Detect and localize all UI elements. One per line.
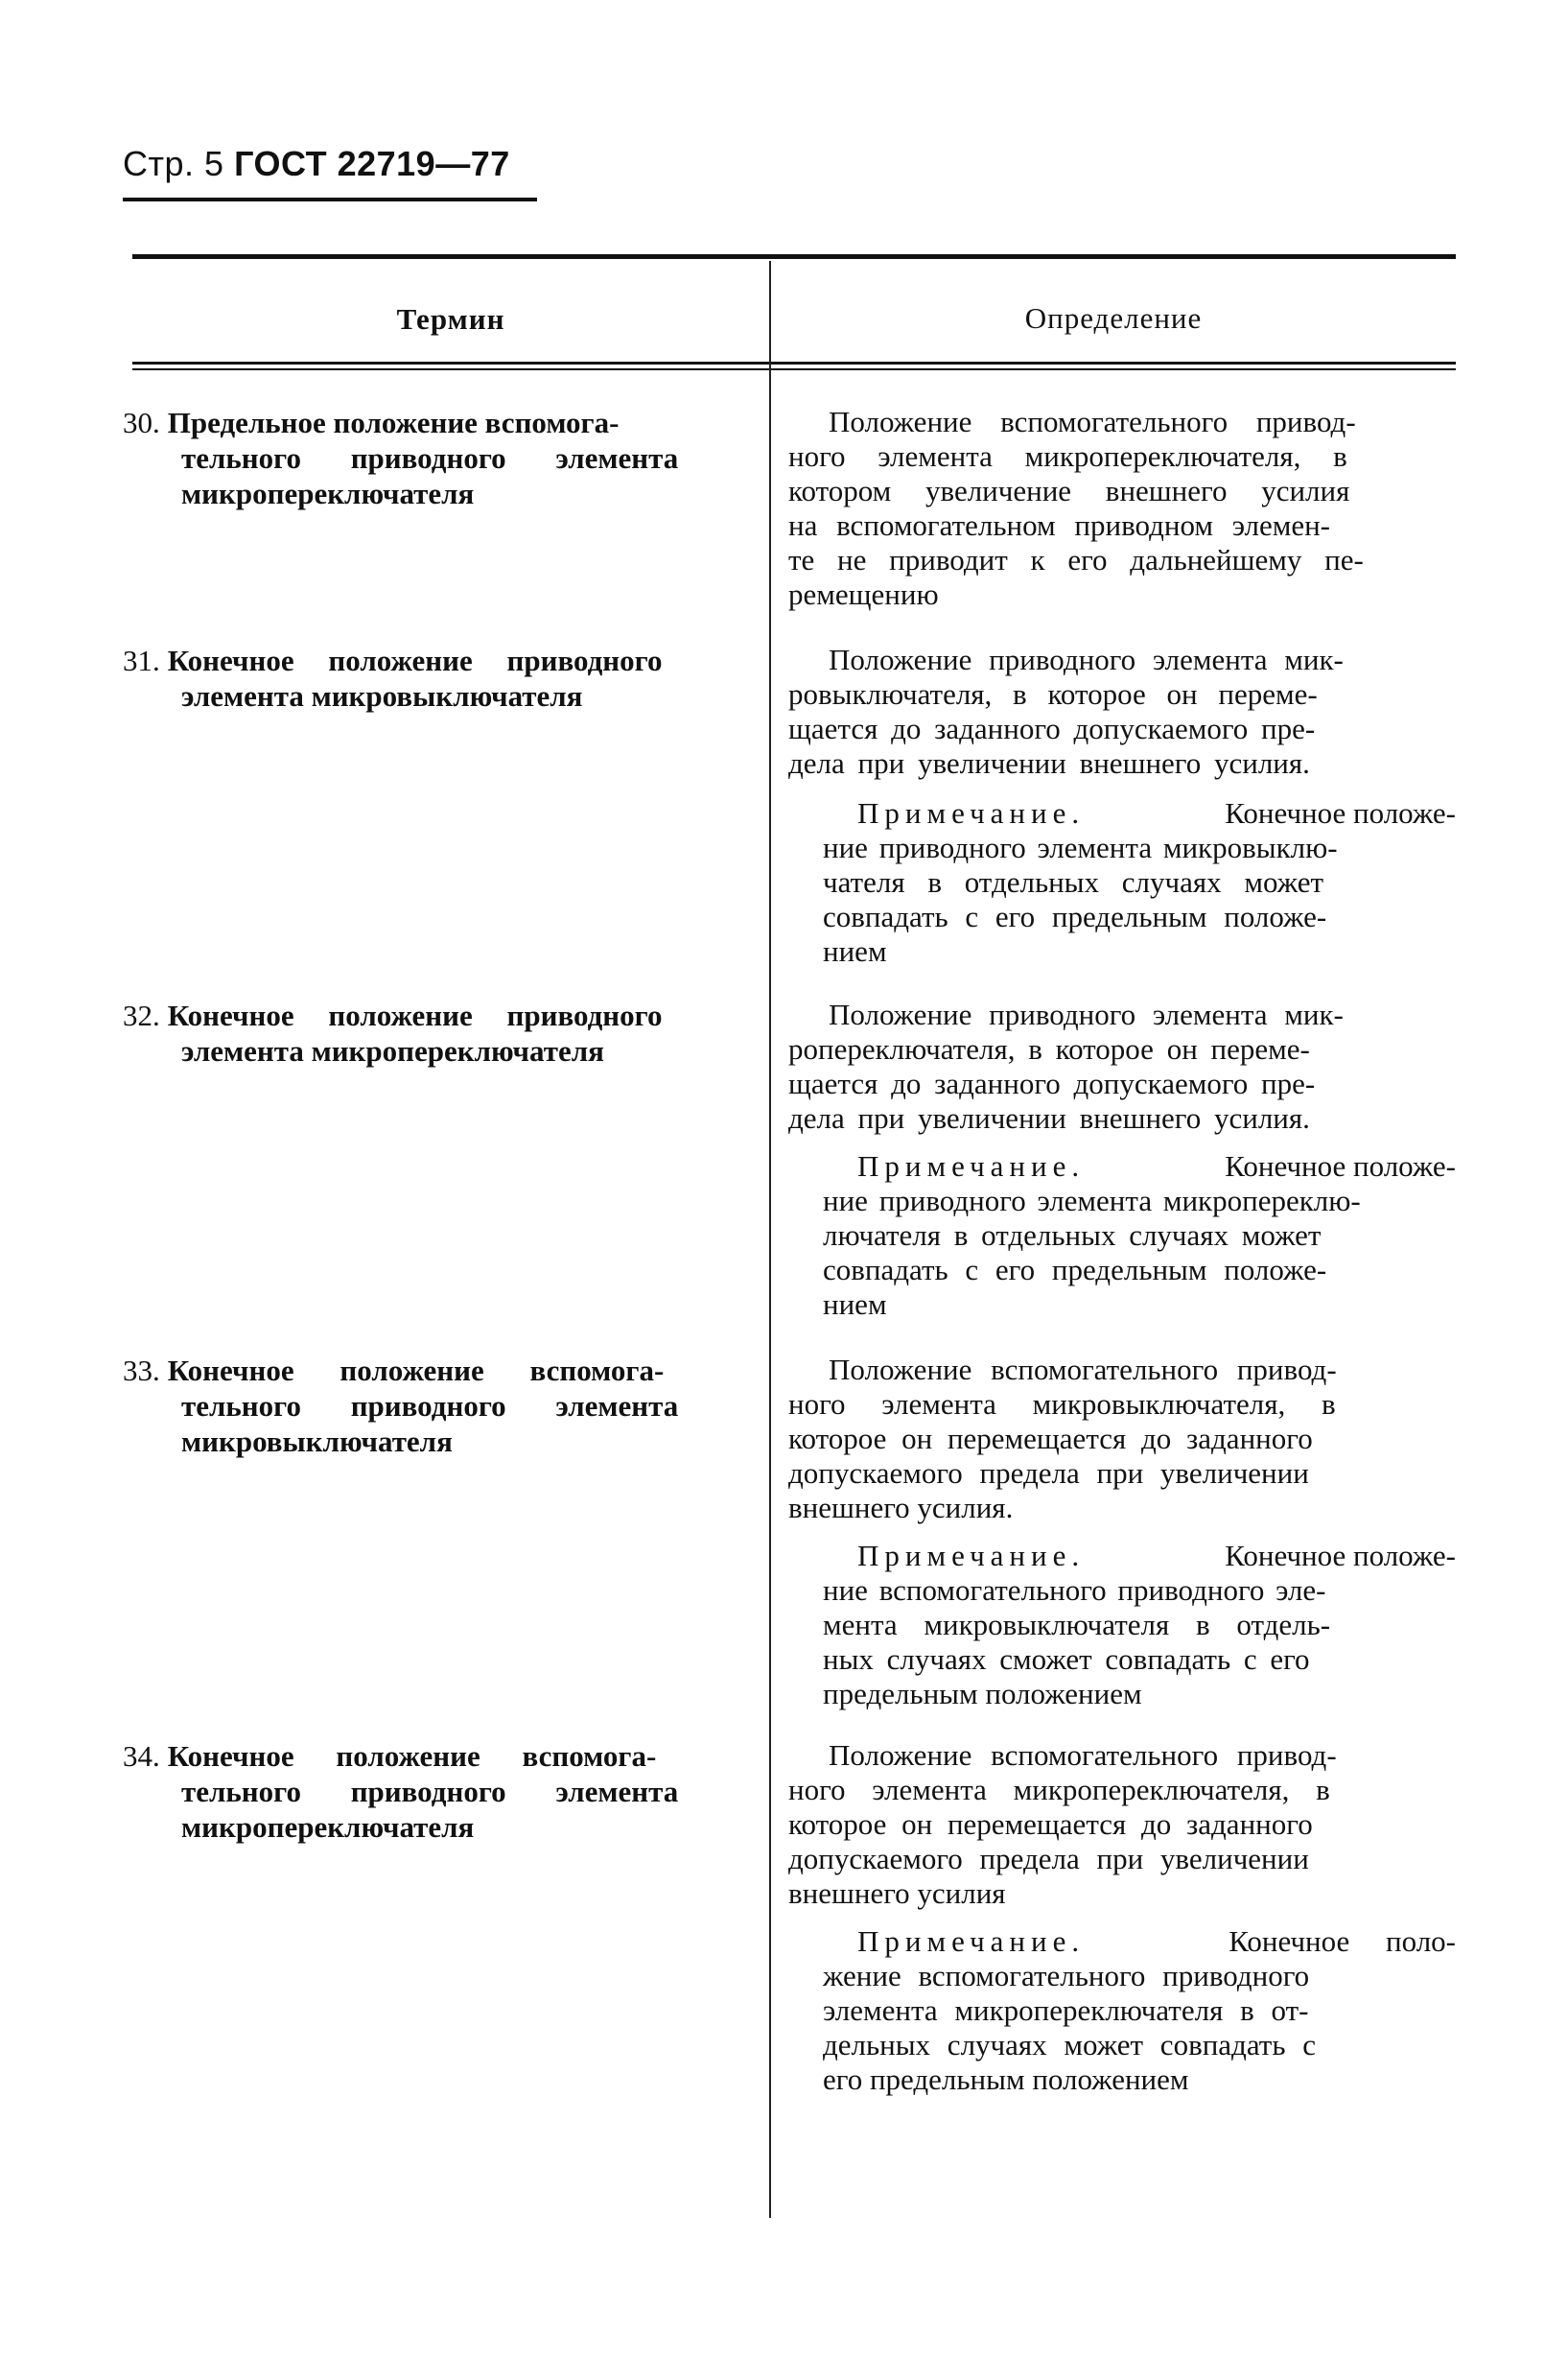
term-line: Конечное положение вспомога- xyxy=(167,1739,657,1773)
term-34 xyxy=(123,1738,737,1845)
term-line: Конечное положение вспомога- xyxy=(167,1354,665,1387)
term-line: микропереключателя xyxy=(181,1810,475,1844)
note-line: ние вспомогательного приводного эле- xyxy=(823,1573,1326,1607)
column-divider xyxy=(769,261,771,2218)
note-line: дельных случаях может совпадать с xyxy=(823,2028,1316,2062)
note-line: жение вспомогательного приводного xyxy=(823,1959,1310,1992)
term-30 xyxy=(123,405,737,511)
definition-line: те не приводит к его дальнейшему пе- xyxy=(788,543,1364,577)
note-line: мента микровыключателя в отдель- xyxy=(823,1608,1331,1641)
note-line: Конечное положе- xyxy=(1225,1149,1456,1183)
term-32 xyxy=(123,998,737,1069)
term-number: 34. xyxy=(123,1739,160,1773)
definition-32 xyxy=(788,998,1456,1136)
page-header xyxy=(123,144,510,184)
term-line: элемента микровыключателя xyxy=(181,679,583,713)
definition-30 xyxy=(788,405,1456,612)
definition-line: которое он перемещается до заданного xyxy=(788,1807,1313,1841)
definition-line: ремещению xyxy=(788,577,939,611)
definition-line: Положение вспомогательного привод- xyxy=(829,1353,1337,1386)
definition-line: дела при увеличении внешнего усилия. xyxy=(788,1101,1310,1135)
term-line: элемента микропереключателя xyxy=(181,1034,604,1068)
note-line: Конечное положе- xyxy=(1225,1539,1456,1572)
note-line: предельным положением xyxy=(823,1677,1142,1710)
note-line: элемента микропереключателя в от- xyxy=(823,1993,1309,2027)
page-number: Стр. 5 xyxy=(123,144,224,183)
term-line: тельного приводного элемента xyxy=(181,441,679,475)
note-34 xyxy=(823,1924,1456,2097)
note-label: Примечание. xyxy=(857,1149,1086,1183)
note-line: ние приводного элемента микровыклю- xyxy=(823,831,1338,864)
definition-line: на вспомогательном приводном элемен- xyxy=(788,508,1330,542)
definition-33 xyxy=(788,1353,1456,1525)
definition-line: ного элемента микропереключателя, в xyxy=(788,439,1347,473)
definition-31 xyxy=(788,643,1456,781)
note-label: Примечание. xyxy=(857,1539,1086,1572)
definition-line: Положение вспомогательного привод- xyxy=(829,405,1356,438)
note-label: Примечание. xyxy=(857,796,1086,830)
definition-34 xyxy=(788,1738,1456,1911)
note-line: ние приводного элемента микропереклю- xyxy=(823,1184,1361,1217)
note-31 xyxy=(823,796,1456,969)
note-line: ных случаях сможет совпадать с его xyxy=(823,1642,1310,1676)
note-line: совпадать с его предельным положе- xyxy=(823,900,1327,933)
term-line: микропереключателя xyxy=(181,477,475,510)
term-line: Конечное положение приводного xyxy=(167,644,663,677)
term-line: микровыключателя xyxy=(181,1425,453,1458)
note-line: нием xyxy=(823,1287,887,1321)
definition-line: щается до заданного допускаемого пре- xyxy=(788,712,1316,745)
term-line: тельного приводного элемента xyxy=(181,1389,679,1423)
column-header-term: Термин xyxy=(396,302,505,336)
definition-line: щается до заданного допускаемого пре- xyxy=(788,1067,1316,1100)
term-33 xyxy=(123,1353,737,1459)
term-31 xyxy=(123,643,737,714)
note-line: нием xyxy=(823,934,887,968)
definition-line: дела при увеличении внешнего усилия. xyxy=(788,746,1310,780)
definition-line: ного элемента микропереключателя, в xyxy=(788,1773,1330,1806)
term-number: 33. xyxy=(123,1354,160,1387)
definition-line: допускаемого предела при увеличении xyxy=(788,1456,1309,1490)
definition-line: внешнего усилия. xyxy=(788,1491,1014,1524)
definition-line: ропереключателя, в которое он переме- xyxy=(788,1032,1310,1066)
note-line: совпадать с его предельным положе- xyxy=(823,1253,1327,1286)
term-number: 31. xyxy=(123,644,160,677)
table-top-rule xyxy=(132,254,1456,259)
note-33 xyxy=(823,1539,1456,1711)
note-line: Конечное положе- xyxy=(1225,796,1456,830)
definition-line: допускаемого предела при увеличении xyxy=(788,1842,1309,1875)
definition-line: ного элемента микровыключателя, в xyxy=(788,1387,1336,1421)
note-line: Конечное поло- xyxy=(1229,1924,1456,1958)
note-label: Примечание. xyxy=(857,1924,1086,1958)
definition-line: которое он перемещается до заданного xyxy=(788,1422,1313,1455)
definition-line: внешнего усилия xyxy=(788,1876,1006,1910)
column-header-definition: Определение xyxy=(1024,301,1203,335)
header-underline xyxy=(123,198,537,201)
definition-line: котором увеличение внешнего усилия xyxy=(788,474,1350,507)
definition-line: ровыключателя, в которое он переме- xyxy=(788,677,1318,711)
definition-line: Положение вспомогательного привод- xyxy=(829,1738,1337,1772)
note-32 xyxy=(823,1149,1456,1322)
note-line: чателя в отдельных случаях может xyxy=(823,865,1324,899)
term-line: Конечное положение приводного xyxy=(167,999,663,1032)
note-line: его предельным положением xyxy=(823,2062,1189,2096)
table-header-rule-double xyxy=(132,368,1456,370)
definition-line: Положение приводного элемента мик- xyxy=(829,643,1344,676)
term-number: 32. xyxy=(123,999,160,1032)
definition-line: Положение приводного элемента мик- xyxy=(829,998,1344,1031)
term-line: Предельное положение вспомога- xyxy=(167,406,620,439)
term-number: 30. xyxy=(123,406,160,439)
term-line: тельного приводного элемента xyxy=(181,1775,679,1808)
note-line: лючателя в отдельных случаях может xyxy=(823,1218,1322,1252)
table-header-rule xyxy=(132,362,1456,365)
document-code: ГОСТ 22719—77 xyxy=(234,144,510,183)
